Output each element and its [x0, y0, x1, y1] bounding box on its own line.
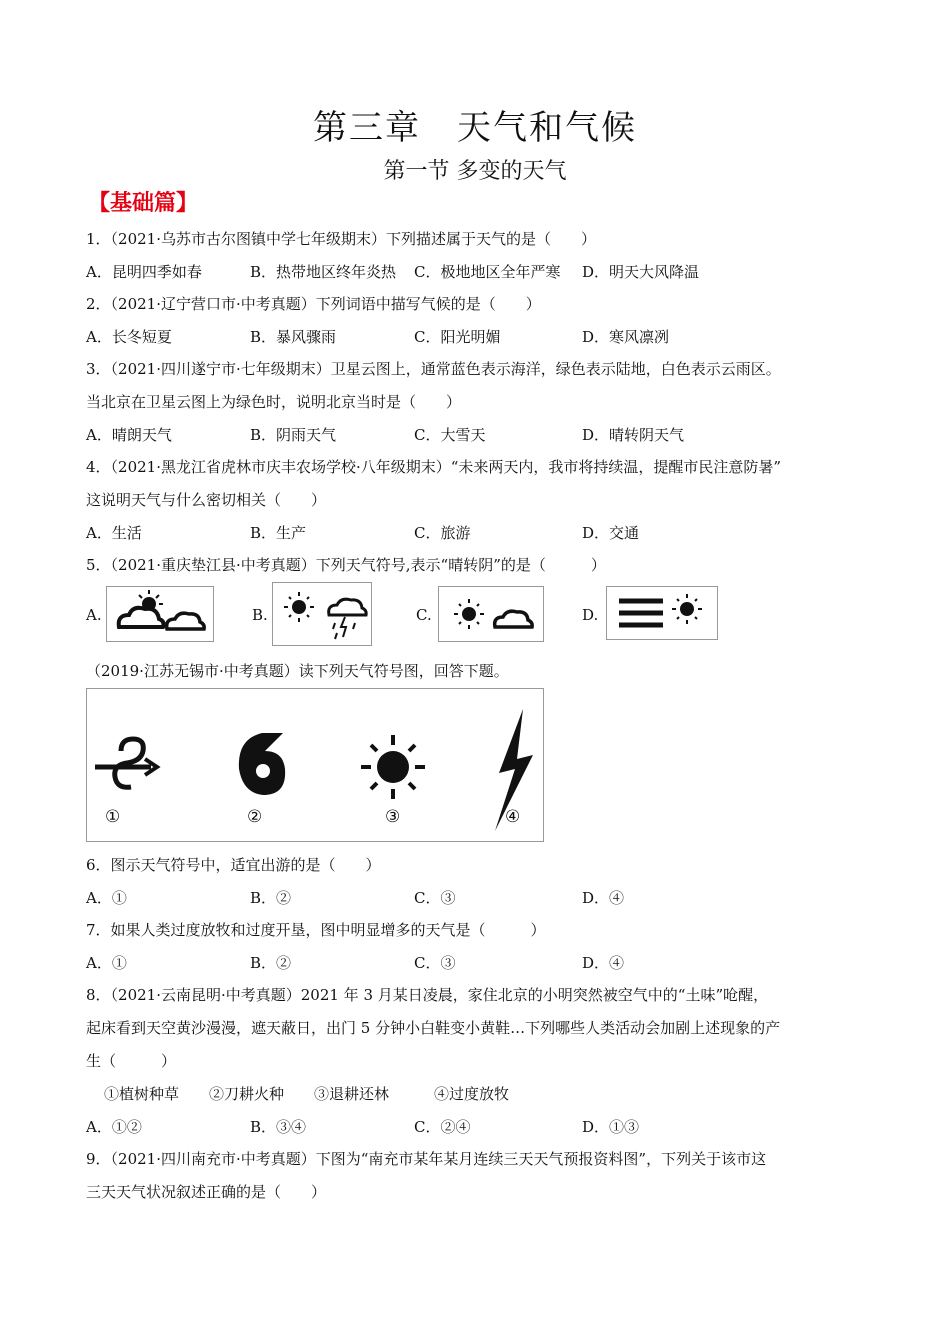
question-5-option-b-label[interactable]: B. — [252, 606, 268, 624]
question-8-option-d[interactable]: D．①③ — [582, 1118, 640, 1136]
question-5-stem: 5．（2021·重庆垫江县·中考真题）下列天气符号,表示“晴转阴”的是（ ） — [86, 556, 606, 574]
question-8-stem-line-2: 起床看到天空黄沙漫漫，遮天蔽日，出门 5 分钟小白鞋变小黄鞋…下列哪些人类活动会加剧上述现象的产 — [86, 1019, 781, 1037]
basic-section-label: 【基础篇】 — [88, 190, 199, 216]
question-1-option-d[interactable]: D．明天大风降温 — [582, 263, 700, 281]
question-6-option-a[interactable]: A．① — [86, 889, 127, 907]
question-3-option-c[interactable]: C．大雪天 — [414, 426, 486, 444]
question-7-option-c[interactable]: C．③ — [414, 954, 456, 972]
question-4-option-a[interactable]: A．生活 — [86, 524, 142, 542]
question-2-option-a[interactable]: A．长冬短夏 — [86, 328, 172, 346]
symbol-label-3: ③ — [385, 807, 401, 827]
symbol-label-1: ① — [105, 807, 121, 827]
question-8-option-a[interactable]: A．①② — [86, 1118, 142, 1136]
question-6-option-b[interactable]: B．② — [250, 889, 292, 907]
question-9-stem-line-2: 三天天气状况叙述正确的是（ ） — [86, 1183, 327, 1201]
question-9-stem-line-1: 9．（2021·四川南充市·中考真题）下图为“南充市某年某月连续三天天气预报资料图”，下列关于该市这 — [86, 1150, 767, 1168]
question-4-option-c[interactable]: C．旅游 — [414, 524, 471, 542]
chapter-title: 第三章 天气和气候 — [313, 108, 637, 148]
question-2-option-b[interactable]: B．暴风骤雨 — [250, 328, 337, 346]
question-5-option-b-image[interactable] — [272, 582, 372, 646]
question-6-stem: 6．图示天气符号中，适宜出游的是（ ） — [86, 856, 381, 874]
thunderstorm-icon — [329, 599, 367, 639]
question-3-stem-line-2: 当北京在卫星云图上为绿色时，说明北京当时是（ ） — [86, 393, 462, 411]
question-5-option-d-label[interactable]: D. — [582, 606, 599, 624]
question-5-option-c-label[interactable]: C. — [416, 606, 432, 624]
question-8-option-c[interactable]: C．②④ — [414, 1118, 471, 1136]
question-1-stem: 1．（2021·乌苏市古尔图镇中学七年级期末）下列描述属于天气的是（ ） — [86, 230, 596, 248]
fog-icon — [619, 601, 663, 625]
question-7-option-b[interactable]: B．② — [250, 954, 292, 972]
question-8-option-b[interactable]: B．③④ — [250, 1118, 307, 1136]
sandstorm-icon — [95, 739, 157, 787]
question-5-option-a-image[interactable] — [106, 586, 214, 642]
question-6-option-d[interactable]: D．④ — [582, 889, 625, 907]
sun-icon — [454, 599, 484, 629]
sunny-icon — [361, 735, 425, 799]
symbol-label-2: ② — [247, 807, 263, 827]
question-4-stem-line-1: 4．（2021·黑龙江省虎林市庆丰农场学校·八年级期末）“未来两天内，我市将持续温，提醒市民注意防暑” — [86, 458, 782, 476]
partly-cloudy-icon — [119, 590, 164, 627]
question-7-option-a[interactable]: A．① — [86, 954, 127, 972]
question-4-option-b[interactable]: B．生产 — [250, 524, 307, 542]
question-7-stem: 7．如果人类过度放牧和过度开垦，图中明显增多的天气是（ ） — [86, 921, 546, 939]
sun-icon — [284, 592, 314, 622]
section-subtitle: 第一节 多变的天气 — [383, 159, 567, 184]
question-2-option-d[interactable]: D．寒风凛冽 — [582, 328, 670, 346]
question-3-stem-line-1: 3．（2021·四川遂宁市·七年级期末）卫星云图上，通常蓝色表示海洋，绿色表示陆地，白色表示云雨区。 — [86, 360, 781, 378]
cloud-icon — [167, 613, 204, 629]
question-5-option-a-label[interactable]: A. — [86, 606, 102, 624]
sun-icon — [672, 594, 702, 624]
question-8-stem-line-1: 8．（2021·云南昆明·中考真题）2021 年 3 月某日凌晨，家住北京的小明突然被空气中的“土味”呛醒， — [86, 986, 769, 1004]
question-8-items: ①植树种草 ②刀耕火种 ③退耕还林 ④过度放牧 — [104, 1085, 510, 1103]
question-1-option-a[interactable]: A．昆明四季如春 — [86, 263, 202, 281]
question-1-option-c[interactable]: C．极地地区全年严寒 — [414, 263, 561, 281]
shared-intro: （2019·江苏无锡市·中考真题）读下列天气符号图，回答下题。 — [86, 662, 509, 680]
cloud-icon — [495, 611, 533, 627]
question-3-option-b[interactable]: B．阴雨天气 — [250, 426, 337, 444]
question-5-option-d-image[interactable] — [606, 586, 718, 640]
question-4-stem-line-2: 这说明天气与什么密切相关（ ） — [86, 491, 327, 509]
weather-symbols-figure — [86, 688, 544, 842]
question-6-option-c[interactable]: C．③ — [414, 889, 456, 907]
question-2-stem: 2．（2021·辽宁营口市·中考真题）下列词语中描写气候的是（ ） — [86, 295, 541, 313]
question-1-option-b[interactable]: B．热带地区终年炎热 — [250, 263, 397, 281]
question-8-stem-line-3: 生（ ） — [86, 1052, 177, 1070]
question-4-option-d[interactable]: D．交通 — [582, 524, 640, 542]
question-3-option-a[interactable]: A．晴朗天气 — [86, 426, 172, 444]
symbol-label-4: ④ — [505, 807, 521, 827]
question-5-option-c-image[interactable] — [438, 586, 544, 642]
typhoon-icon — [239, 733, 285, 795]
question-2-option-c[interactable]: C．阳光明媚 — [414, 328, 501, 346]
question-3-option-d[interactable]: D．晴转阴天气 — [582, 426, 685, 444]
question-7-option-d[interactable]: D．④ — [582, 954, 625, 972]
